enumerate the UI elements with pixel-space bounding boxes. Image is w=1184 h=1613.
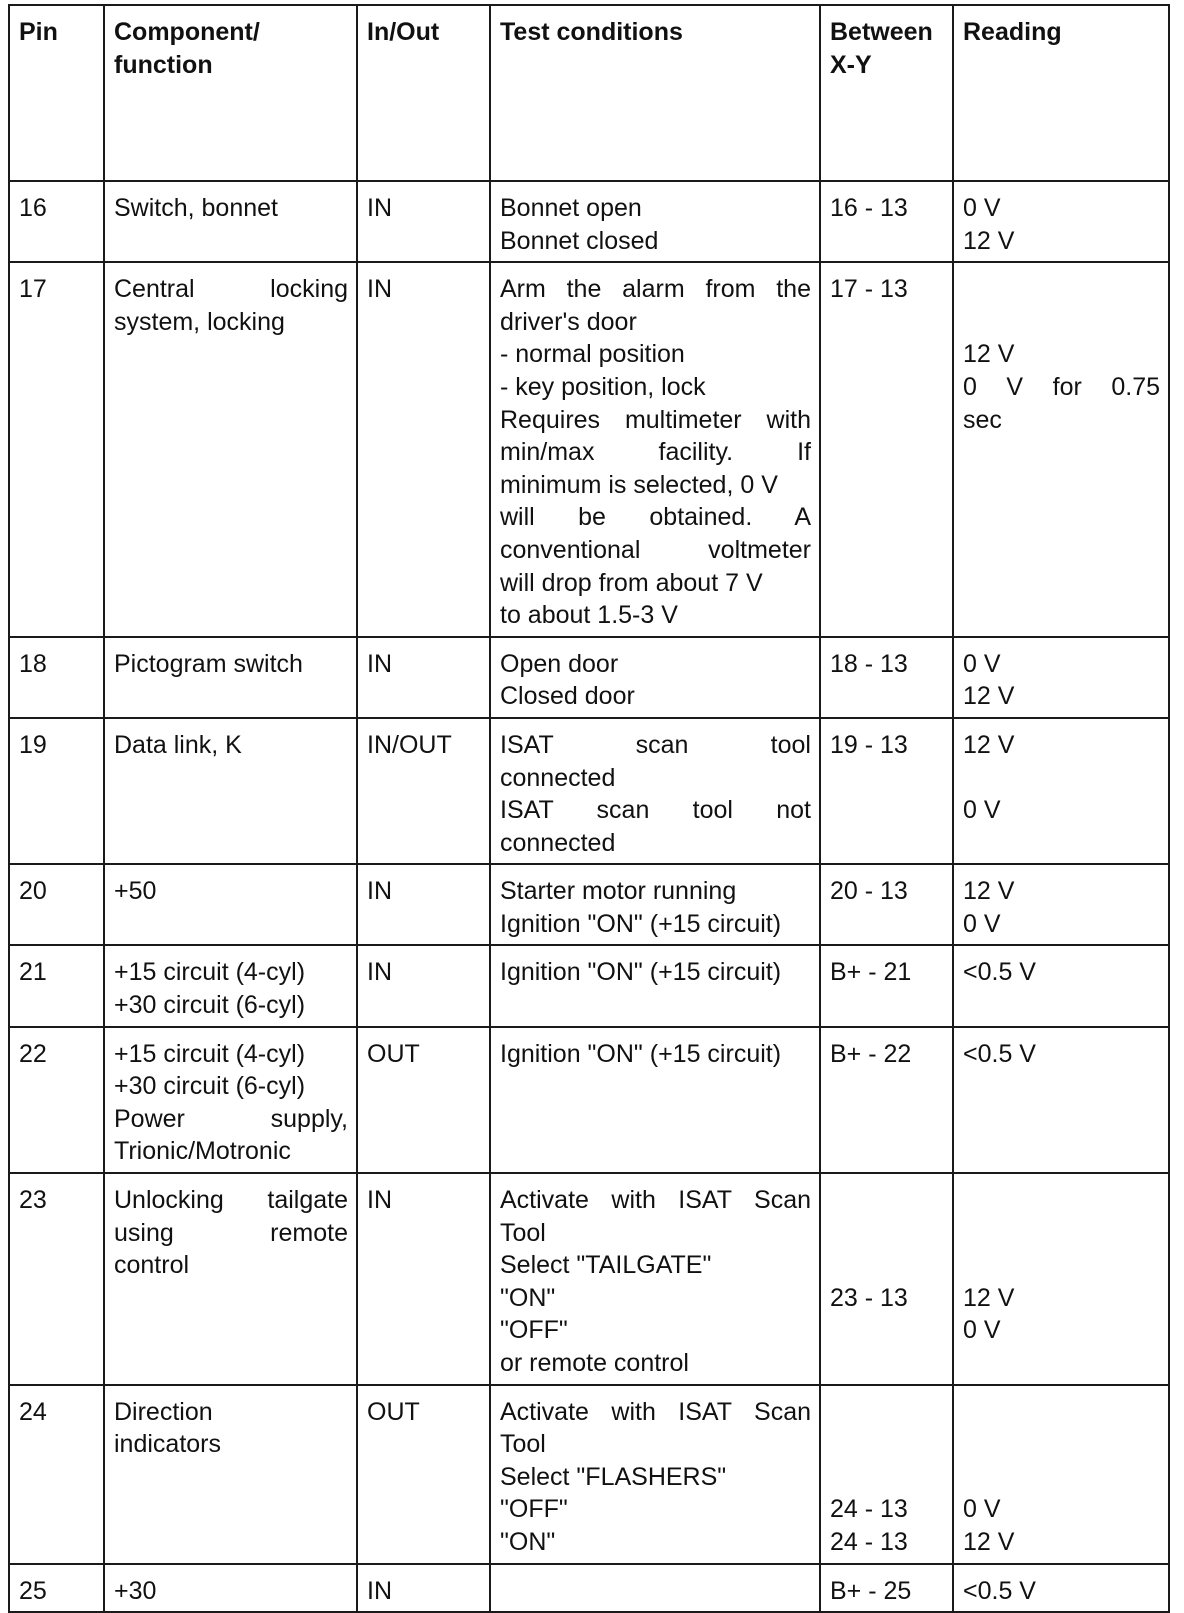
cell-inout <box>357 945 490 1026</box>
inout-value: IN/OUT <box>367 730 452 759</box>
inout-value: IN <box>367 1186 392 1215</box>
component-line: system, locking <box>114 307 285 336</box>
cell-inout <box>357 262 490 637</box>
conditions-line: ISAT scan tool not <box>500 796 811 825</box>
table-row <box>9 864 1169 945</box>
inout-value: IN <box>367 649 392 678</box>
conditions-line: Tool <box>500 1430 546 1459</box>
conditions-line: "ON" <box>500 1283 556 1312</box>
pin-value: 18 <box>19 649 47 678</box>
table-row <box>9 1027 1169 1173</box>
pin-value: 17 <box>19 275 47 304</box>
component-line: Direction <box>114 1397 213 1426</box>
component-line: Data link, K <box>114 730 242 759</box>
cell-between <box>820 718 953 864</box>
reading-line: <0.5 V <box>963 958 1036 987</box>
conditions-line: connected <box>500 828 616 857</box>
cell-component <box>104 1173 357 1385</box>
conditions-line: "OFF" <box>500 1495 568 1524</box>
cell-test-conditions <box>490 1027 820 1173</box>
cell-test-conditions <box>490 945 820 1026</box>
reading-line: 12 V <box>963 1283 1015 1312</box>
cell-between <box>820 637 953 718</box>
header-inout: In/Out <box>357 5 490 181</box>
cell-between <box>820 1173 953 1385</box>
between-line: B+ - 22 <box>830 1039 912 1068</box>
cell-inout <box>357 718 490 864</box>
reading-line <box>963 1428 1160 1461</box>
conditions-line: Select "TAILGATE" <box>500 1251 712 1280</box>
reading-line <box>963 1396 1160 1429</box>
conditions-line: Tool <box>500 1218 546 1247</box>
conditions-line: Closed door <box>500 682 635 711</box>
reading-line <box>963 273 1160 306</box>
reading-line <box>963 762 1160 795</box>
cell-inout <box>357 637 490 718</box>
cell-pin <box>9 637 104 718</box>
cell-reading <box>953 262 1169 637</box>
cell-pin <box>9 262 104 637</box>
reading-line: 12 V <box>963 1527 1015 1556</box>
pin-value: 20 <box>19 877 47 906</box>
cell-reading <box>953 1027 1169 1173</box>
cell-component <box>104 1027 357 1173</box>
cell-test-conditions <box>490 1564 820 1613</box>
reading-line <box>963 1217 1160 1250</box>
pin-value: 19 <box>19 730 47 759</box>
table-row <box>9 945 1169 1026</box>
conditions-line: Ignition "ON" (+15 circuit) <box>500 1039 782 1068</box>
conditions-line: min/max facility. If <box>500 438 811 467</box>
conditions-line: or remote control <box>500 1349 689 1377</box>
reading-line: 0 V for 0.75 <box>963 372 1160 401</box>
component-line: +15 circuit (4-cyl) <box>114 958 306 987</box>
cell-reading <box>953 945 1169 1026</box>
reading-line <box>963 306 1160 339</box>
pin-test-table <box>8 4 1170 1613</box>
component-line: Switch, bonnet <box>114 194 278 222</box>
cell-test-conditions <box>490 262 820 637</box>
cell-test-conditions <box>490 1385 820 1564</box>
document-page <box>8 4 1168 1605</box>
cell-pin <box>9 1173 104 1385</box>
between-line: 23 - 13 <box>830 1283 908 1312</box>
between-line: B+ - 25 <box>830 1576 912 1605</box>
pin-value: 16 <box>19 194 47 222</box>
reading-line: 0 V <box>963 1316 1001 1345</box>
inout-value: IN <box>367 1576 392 1605</box>
reading-line: 12 V <box>963 226 1015 255</box>
reading-line <box>963 1249 1160 1282</box>
cell-reading <box>953 181 1169 262</box>
cell-reading <box>953 637 1169 718</box>
conditions-line: Bonnet closed <box>500 226 659 255</box>
between-line: 19 - 13 <box>830 730 908 759</box>
conditions-line: Starter motor running <box>500 877 737 906</box>
between-line <box>830 1184 944 1217</box>
cell-pin <box>9 864 104 945</box>
cell-inout <box>357 864 490 945</box>
component-line: +15 circuit (4-cyl) <box>114 1039 306 1068</box>
conditions-line: Activate with ISAT Scan <box>500 1186 811 1215</box>
cell-reading <box>953 1173 1169 1385</box>
table-row <box>9 1385 1169 1564</box>
cell-test-conditions <box>490 1173 820 1385</box>
conditions-line: Ignition "ON" (+15 circuit) <box>500 958 782 987</box>
inout-value: IN <box>367 958 392 987</box>
between-line <box>830 1249 944 1282</box>
conditions-line: - normal position <box>500 340 685 369</box>
reading-line: <0.5 V <box>963 1576 1036 1605</box>
reading-line: 0 V <box>963 796 1001 825</box>
cell-pin <box>9 181 104 262</box>
cell-between <box>820 262 953 637</box>
reading-line: 0 V <box>963 1495 1001 1524</box>
cell-pin <box>9 945 104 1026</box>
cell-component <box>104 1564 357 1613</box>
cell-pin <box>9 1385 104 1564</box>
between-line <box>830 1461 944 1494</box>
conditions-line: "ON" <box>500 1527 556 1556</box>
between-line: 17 - 13 <box>830 275 908 304</box>
cell-pin <box>9 718 104 864</box>
cell-pin <box>9 1564 104 1613</box>
conditions-line: minimum is selected, 0 V <box>500 470 778 499</box>
conditions-line: will drop from about 7 V <box>500 568 763 597</box>
reading-line: sec <box>963 405 1002 434</box>
pin-value: 21 <box>19 958 47 987</box>
reading-line: 12 V <box>963 340 1015 369</box>
reading-line: <0.5 V <box>963 1039 1036 1068</box>
cell-reading <box>953 1385 1169 1564</box>
table-row <box>9 1173 1169 1385</box>
conditions-line: to about 1.5-3 V <box>500 601 678 630</box>
reading-line: 12 V <box>963 682 1015 711</box>
component-line: Unlocking tailgate <box>114 1186 348 1215</box>
cell-component <box>104 864 357 945</box>
reading-line <box>963 1461 1160 1494</box>
header-reading: Reading <box>953 5 1169 181</box>
cell-between <box>820 864 953 945</box>
between-line: B+ - 21 <box>830 958 912 987</box>
cell-between <box>820 945 953 1026</box>
reading-line: 0 V <box>963 909 1001 938</box>
cell-component <box>104 637 357 718</box>
component-line: control <box>114 1251 190 1280</box>
between-line: 20 - 13 <box>830 877 908 906</box>
cell-test-conditions <box>490 637 820 718</box>
cell-reading <box>953 864 1169 945</box>
inout-value: IN <box>367 877 392 906</box>
pin-value: 25 <box>19 1576 47 1605</box>
inout-value: OUT <box>367 1397 420 1426</box>
conditions-line: Select "FLASHERS" <box>500 1462 727 1491</box>
reading-line <box>963 1184 1160 1217</box>
pin-value: 22 <box>19 1039 47 1068</box>
cell-inout <box>357 181 490 262</box>
component-line: indicators <box>114 1430 221 1459</box>
between-line <box>830 1217 944 1250</box>
conditions-line: "OFF" <box>500 1316 568 1345</box>
cell-component <box>104 1385 357 1564</box>
conditions-line: Bonnet open <box>500 194 642 222</box>
cell-reading <box>953 718 1169 864</box>
cell-component <box>104 718 357 864</box>
component-line: +30 <box>114 1576 157 1605</box>
table-row <box>9 637 1169 718</box>
header-row <box>9 5 1169 181</box>
cell-inout <box>357 1564 490 1613</box>
cell-component <box>104 181 357 262</box>
component-line: +30 circuit (6-cyl) <box>114 991 306 1020</box>
inout-value: IN <box>367 194 392 222</box>
conditions-line: conventional voltmeter <box>500 535 811 564</box>
reading-line: 0 V <box>963 649 1001 678</box>
conditions-line: Arm the alarm from the <box>500 275 811 304</box>
conditions-line: Open door <box>500 649 619 678</box>
conditions-line: will be obtained. A <box>500 503 811 532</box>
conditions-line: Ignition "ON" (+15 circuit) <box>500 909 782 938</box>
conditions-line: driver's door <box>500 307 637 336</box>
conditions-line: connected <box>500 763 616 792</box>
component-line: +30 circuit (6-cyl) <box>114 1072 306 1101</box>
table-row <box>9 718 1169 864</box>
table-body <box>9 181 1169 1612</box>
conditions-line: ISAT scan tool <box>500 730 811 759</box>
between-line: 18 - 13 <box>830 649 908 678</box>
between-line: 16 - 13 <box>830 194 908 222</box>
cell-inout <box>357 1173 490 1385</box>
conditions-line: - key position, lock <box>500 372 706 401</box>
reading-line: 12 V <box>963 730 1015 759</box>
table-row <box>9 262 1169 637</box>
between-line: 24 - 13 <box>830 1495 908 1524</box>
cell-inout <box>357 1027 490 1173</box>
component-line: Central locking <box>114 275 348 304</box>
pin-value: 23 <box>19 1186 47 1215</box>
cell-between <box>820 1385 953 1564</box>
cell-between <box>820 1027 953 1173</box>
cell-inout <box>357 1385 490 1564</box>
conditions-line <box>500 1575 811 1608</box>
cell-reading <box>953 1564 1169 1613</box>
cell-component <box>104 945 357 1026</box>
cell-test-conditions <box>490 864 820 945</box>
inout-value: IN <box>367 275 392 304</box>
component-line: using remote <box>114 1218 348 1247</box>
header-pin: Pin <box>9 5 104 181</box>
cell-test-conditions <box>490 181 820 262</box>
header-test-conditions: Test conditions <box>490 5 820 181</box>
cell-component <box>104 262 357 637</box>
cell-pin <box>9 1027 104 1173</box>
component-line: Trionic/Motronic <box>114 1137 291 1166</box>
table-row <box>9 1564 1169 1613</box>
between-line: 24 - 13 <box>830 1527 908 1556</box>
component-line: Power supply, <box>114 1104 348 1133</box>
between-line <box>830 1428 944 1461</box>
cell-between <box>820 1564 953 1613</box>
header-between: Between X-Y <box>820 5 953 181</box>
between-line <box>830 1396 944 1429</box>
header-component: Component/ function <box>104 5 357 181</box>
component-line: +50 <box>114 877 157 906</box>
table-row <box>9 181 1169 262</box>
cell-test-conditions <box>490 718 820 864</box>
cell-between <box>820 181 953 262</box>
conditions-line: Requires multimeter with <box>500 405 811 434</box>
reading-line: 0 V <box>963 194 1001 222</box>
conditions-line: Activate with ISAT Scan <box>500 1397 811 1426</box>
component-line: Pictogram switch <box>114 649 303 678</box>
inout-value: OUT <box>367 1039 420 1068</box>
reading-line: 12 V <box>963 877 1015 906</box>
pin-value: 24 <box>19 1397 47 1426</box>
